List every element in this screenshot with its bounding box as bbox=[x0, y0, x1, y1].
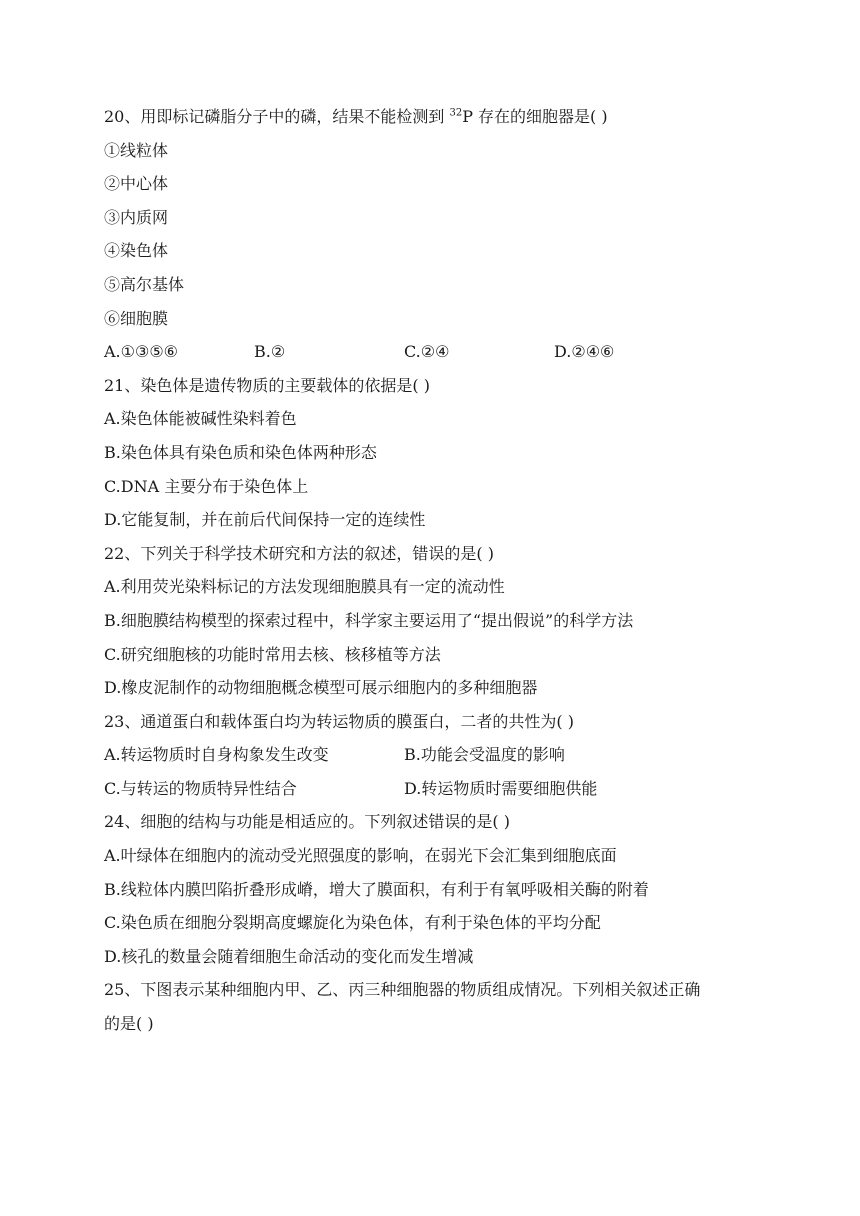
q25-stem-line2: 的是( ) bbox=[104, 1014, 154, 1034]
q23-option-a: A.转运物质时自身构象发生改变 bbox=[104, 745, 329, 765]
q20-item: ②中心体 bbox=[104, 174, 169, 194]
exam-page bbox=[104, 100, 764, 1041]
q20-option-b: B.② bbox=[254, 342, 286, 362]
q20-item: ⑤高尔基体 bbox=[104, 274, 185, 294]
q20-stem bbox=[104, 100, 764, 134]
q23-options-row2 bbox=[104, 772, 764, 806]
q20-stem-text: 20、用即标记磷脂分子中的磷，结果不能检测到 bbox=[104, 107, 445, 126]
q23-stem: 23、通道蛋白和载体蛋白均为转运物质的膜蛋白，二者的共性为( ) bbox=[104, 711, 574, 731]
q23-option-d: D.转运物质时需要细胞供能 bbox=[404, 778, 598, 798]
q24-option-b: B.线粒体内膜凹陷折叠形成嵴，增大了膜面积，有利于有氧呼吸相关酶的附着 bbox=[104, 879, 649, 899]
q23-option-c: C.与转运的物质特异性结合 bbox=[104, 778, 297, 798]
q24-option-d: D.核孔的数量会随着细胞生命活动的变化而发生增减 bbox=[104, 946, 474, 966]
q20-item: ④染色体 bbox=[104, 241, 169, 261]
q20-item: ①线粒体 bbox=[104, 140, 169, 160]
q22-option-a: A.利用荧光染料标记的方法发现细胞膜具有一定的流动性 bbox=[104, 577, 505, 597]
q20-item: ③内质网 bbox=[104, 207, 169, 227]
q20-item: ⑥细胞膜 bbox=[104, 308, 169, 328]
q20-option-a: A.①③⑤⑥ bbox=[104, 342, 179, 362]
q24-option-a: A.叶绿体在细胞内的流动受光照强度的影响，在弱光下会汇集到细胞底面 bbox=[104, 846, 617, 866]
q22-option-c: C.研究细胞核的功能时常用去核、核移植等方法 bbox=[104, 644, 441, 664]
q22-option-d: D.橡皮泥制作的动物细胞概念模型可展示细胞内的多种细胞器 bbox=[104, 678, 538, 698]
q23-options-row1 bbox=[104, 738, 764, 772]
q22-stem: 22、下列关于科学技术研究和方法的叙述，错误的是( ) bbox=[104, 543, 494, 563]
q20-option-c: C.②④ bbox=[404, 342, 450, 362]
q21-stem: 21、染色体是遗传物质的主要载体的依据是( ) bbox=[104, 375, 430, 395]
q22-option-b: B.细胞膜结构模型的探索过程中，科学家主要运用了“提出假说”的科学方法 bbox=[104, 610, 634, 630]
q24-stem: 24、细胞的结构与功能是相适应的。下列叙述错误的是( ) bbox=[104, 812, 510, 832]
q25-stem-line1: 25、下图表示某种细胞内甲、乙、丙三种细胞器的物质组成情况。下列相关叙述正确 bbox=[104, 980, 701, 1000]
q21-option-b: B.染色体具有染色质和染色体两种形态 bbox=[104, 442, 377, 462]
q21-option-c: C.DNA 主要分布于染色体上 bbox=[104, 476, 309, 496]
q21-option-d: D.它能复制，并在前后代间保持一定的连续性 bbox=[104, 510, 426, 530]
q24-option-c: C.染色质在细胞分裂期高度螺旋化为染色体，有利于染色体的平均分配 bbox=[104, 913, 601, 933]
q23-option-b: B.功能会受温度的影响 bbox=[404, 745, 565, 765]
q21-option-a: A.染色体能被碱性染料着色 bbox=[104, 409, 297, 429]
q20-option-d: D.②④⑥ bbox=[554, 342, 615, 362]
q20-superscript: 32 bbox=[449, 107, 463, 119]
q20-stem-tail: P 存在的细胞器是( ) bbox=[462, 107, 608, 126]
q20-options bbox=[104, 335, 764, 369]
